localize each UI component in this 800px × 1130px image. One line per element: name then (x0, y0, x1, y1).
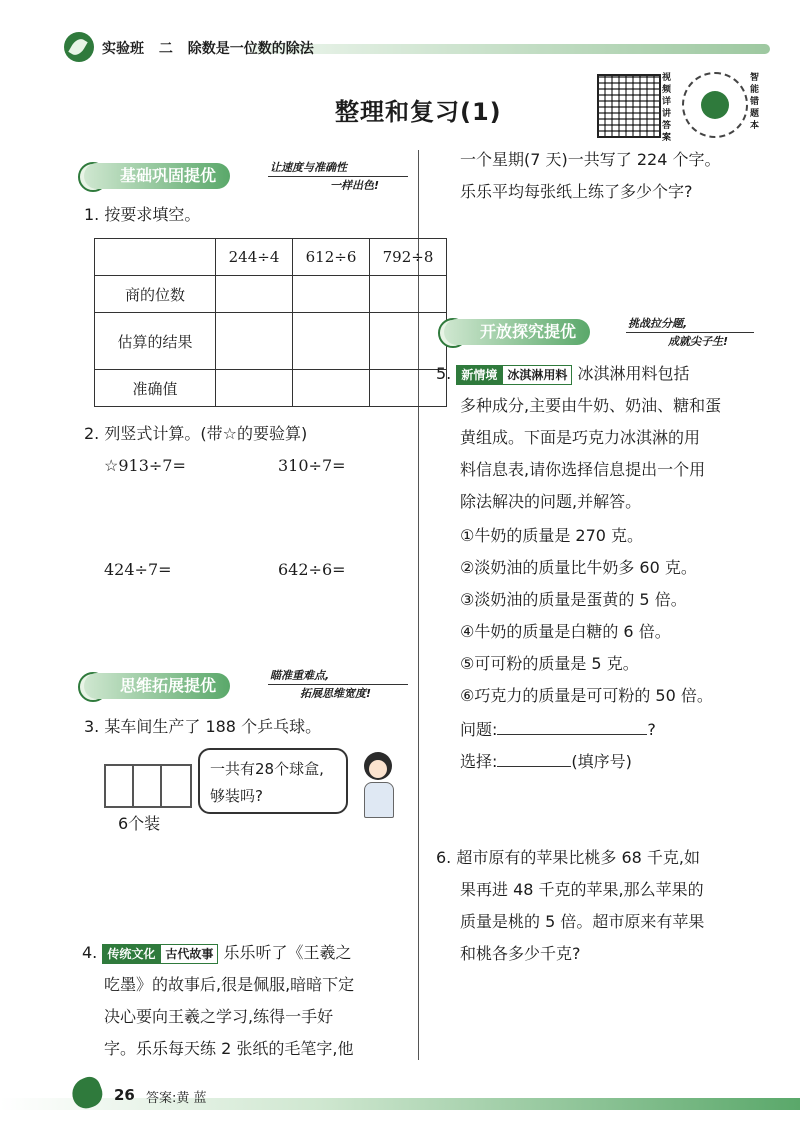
qr-caption-video: 视频详讲答案 (662, 73, 672, 143)
q4-number: 4. (82, 943, 98, 962)
question-label: 问题: (460, 720, 498, 739)
section-slogan-thinking-1: 瞄准重难点, (270, 669, 330, 682)
smart-qr-code-icon[interactable] (682, 72, 748, 138)
calc-item: 642÷6= (278, 560, 346, 579)
answer-cell[interactable] (293, 276, 370, 313)
q6-line: 质量是桃的 5 倍。超市原来有苹果 (460, 912, 705, 931)
q5-line: 料信息表,请你选择信息提出一个用 (460, 460, 706, 479)
qr-caption-mistakes: 智能错题本 (750, 73, 760, 131)
calc-item: 310÷7= (278, 456, 346, 475)
footer-answer: 答案:黄 蓝 (146, 1091, 207, 1106)
q1-table (94, 238, 447, 407)
q4-cont-line: 乐乐平均每张纸上练了多少个字? (460, 182, 693, 201)
tag-ancient-story: 古代故事 (160, 944, 218, 964)
question-mark: ? (647, 720, 656, 739)
answer-cell[interactable] (370, 313, 447, 370)
question-blank[interactable] (497, 714, 647, 735)
table-header: 612÷6 (293, 239, 370, 276)
choose-row (460, 746, 632, 778)
q4-first-line (82, 937, 352, 969)
table-corner (95, 239, 216, 276)
row-label: 商的位数 (95, 276, 216, 313)
table-row (95, 239, 447, 276)
box-label: 6个装 (118, 814, 161, 833)
q5-first-line (436, 358, 690, 390)
fact-item: ⑤可可粉的质量是 5 克。 (460, 654, 639, 673)
calc-item: ☆913÷7= (104, 456, 186, 475)
q1-stem: 1. 按要求填空。 (84, 205, 201, 224)
slogan-underline (268, 176, 408, 177)
q5-number: 5. (436, 364, 452, 383)
q6-line: 和桃各多少千克? (460, 944, 581, 963)
q5-line: 冰淇淋用料包括 (577, 364, 690, 383)
answer-cell[interactable] (370, 276, 447, 313)
tag-traditional-culture: 传统文化 (102, 944, 160, 964)
fact-item: ④牛奶的质量是白糖的 6 倍。 (460, 622, 671, 641)
tag-new-context: 新情境 (456, 365, 502, 385)
table-row (95, 276, 447, 313)
fact-item: ③淡奶油的质量是蛋黄的 5 倍。 (460, 590, 687, 609)
slogan-underline (626, 332, 754, 333)
question-row (460, 714, 656, 746)
q4-cont-line: 一个星期(7 天)一共写了 224 个字。 (460, 150, 721, 169)
section-slogan-open-1: 挑战拉分题, (628, 317, 688, 330)
section-slogan-thinking-2: 拓展思维宽度! (300, 687, 372, 700)
speech-bubble: 一共有28个球盒,够装吗? (198, 748, 348, 814)
answer-cell[interactable] (370, 370, 447, 407)
q4-line: 决心要向王羲之学习,练得一手好 (104, 1007, 334, 1026)
table-row (95, 370, 447, 407)
page-number: 26 (114, 1086, 135, 1104)
q6-line: 果再进 48 千克的苹果,那么苹果的 (460, 880, 704, 899)
series-name: 实验班 (102, 41, 144, 57)
slogan-underline (268, 684, 408, 685)
section-banner-thinking: 思维拓展提优 (84, 673, 230, 699)
header-band (250, 44, 770, 54)
q5-line: 除法解决的问题,并解答。 (460, 492, 642, 511)
chapter-name: 除数是一位数的除法 (187, 41, 314, 57)
ball-box-illustration (104, 764, 192, 808)
q6-line: 6. 超市原有的苹果比桃多 68 千克,如 (436, 848, 700, 867)
section-slogan-open-2: 成就尖子生! (668, 335, 729, 348)
answer-cell[interactable] (216, 276, 293, 313)
qr-code-icon[interactable] (597, 74, 661, 138)
table-header: 244÷4 (216, 239, 293, 276)
leaf-logo-icon (64, 32, 94, 62)
table-header: 792÷8 (370, 239, 447, 276)
table-row (95, 313, 447, 370)
q2-stem: 2. 列竖式计算。(带☆的要验算) (84, 424, 308, 443)
q5-line: 黄组成。下面是巧克力冰淇淋的用 (460, 428, 701, 447)
choose-hint: (填序号) (571, 752, 632, 771)
row-label: 准确值 (95, 370, 216, 407)
q3-stem: 3. 某车间生产了 188 个乒乓球。 (84, 717, 322, 736)
unit-number: 二 (158, 41, 173, 57)
fact-item: ⑥巧克力的质量是可可粉的 50 倍。 (460, 686, 713, 705)
calc-item: 424÷7= (104, 560, 172, 579)
tag-ice-cream: 冰淇淋用料 (502, 365, 572, 385)
row-label: 估算的结果 (95, 313, 216, 370)
girl-illustration (358, 752, 398, 816)
running-header (102, 38, 324, 58)
section-slogan-basic-2: 一样出色! (330, 179, 380, 192)
section-banner-basic: 基础巩固提优 (84, 163, 230, 189)
answer-cell[interactable] (216, 313, 293, 370)
choose-blank[interactable] (497, 746, 571, 767)
section-banner-open: 开放探究提优 (444, 319, 590, 345)
answer-cell[interactable] (293, 313, 370, 370)
section-slogan-basic-1: 让速度与准确性 (270, 161, 347, 174)
answer-cell[interactable] (293, 370, 370, 407)
fact-item: ①牛奶的质量是 270 克。 (460, 526, 644, 545)
page-title: 整理和复习(1) (335, 98, 502, 126)
q5-line: 多种成分,主要由牛奶、奶油、糖和蛋 (460, 396, 722, 415)
choose-label: 选择: (460, 752, 498, 771)
q4-line: 字。乐乐每天练 2 张纸的毛笔字,他 (104, 1039, 354, 1058)
fact-item: ②淡奶油的质量比牛奶多 60 克。 (460, 558, 697, 577)
answer-cell[interactable] (216, 370, 293, 407)
q4-line: 吃墨》的故事后,很是佩服,暗暗下定 (104, 975, 355, 994)
q4-line: 乐乐听了《王羲之 (223, 943, 352, 962)
